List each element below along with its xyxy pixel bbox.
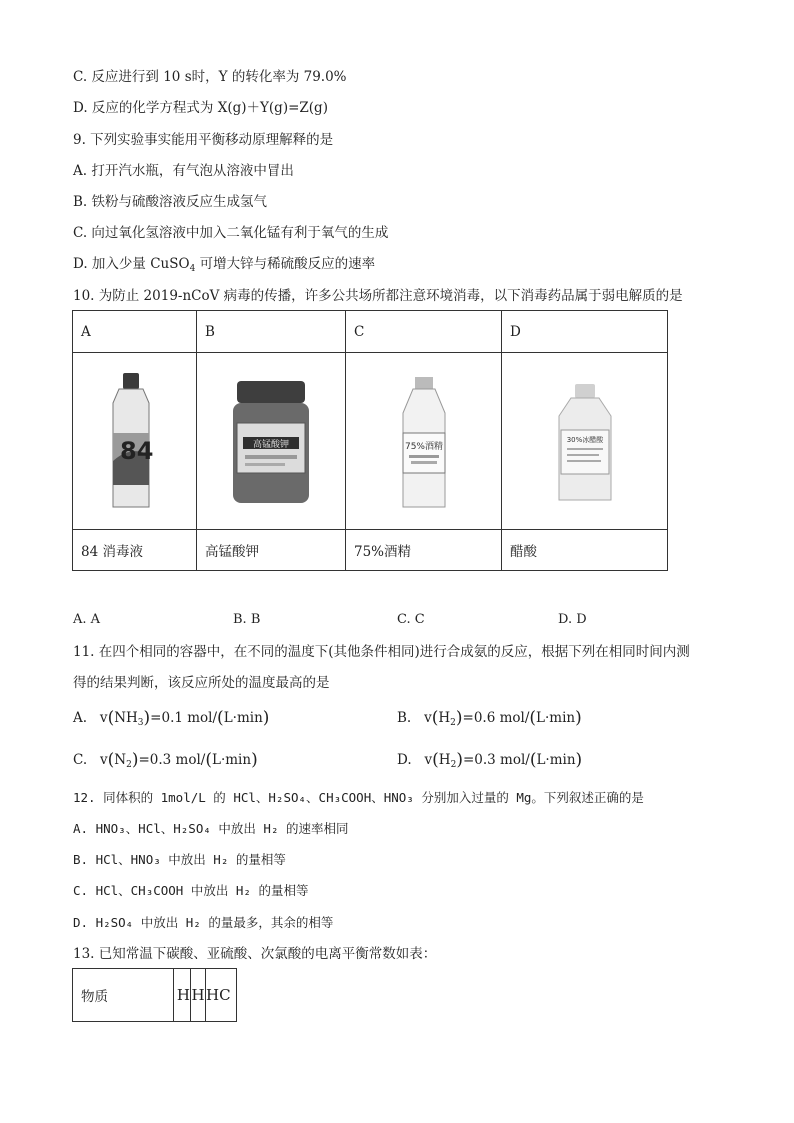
q12-option-d: D. H₂SO₄ 中放出 H₂ 的量最多，其余的相等 [73,915,334,930]
q11c-unit: L·min [212,752,252,768]
q10-header-c: C [346,311,502,353]
q10-name-d: 醋酸 [502,530,668,571]
bleach-label: 84 [119,437,153,465]
q13-col-1: H [174,969,191,1022]
q11b-sub: 2 [450,718,456,728]
q12-option-b: B. HCl、HNO₃ 中放出 H₂ 的量相等 [73,852,286,867]
q9-stem: 9. 下列实验事实能用平衡移动原理解释的是 [73,132,334,148]
q9-option-d [73,255,375,278]
q10-image-d [502,353,668,530]
q11b-species: H [438,710,451,726]
q9d-text-tail: 可增大锌与稀硫酸反应的速率 [195,256,376,272]
q11-stem-line2: 得的结果判断，该反应所处的温度最高的是 [73,675,330,691]
potassium-permanganate-jar-image [223,371,319,511]
q10-image-b [197,353,346,530]
q12-option-c: C. HCl、CH₃COOH 中放出 H₂ 的量相等 [73,883,309,898]
q10-choice-d: D. D [558,612,587,627]
q8-option-c: C. 反应进行到 10 s时，Y 的转化率为 79.0% [73,69,347,85]
q11b-letter: B. [397,710,412,726]
q11d-unit: L·min [536,752,576,768]
q10-product-table [72,310,668,571]
q10-name-c: 75%酒精 [346,530,502,571]
q9d-subscript: 4 [189,264,196,274]
q9d-text: D. 加入少量 CuSO [73,256,190,272]
q10-header-a: A [73,311,197,353]
q10-choice-b: B. B [233,612,261,627]
q9-option-c: C. 向过氧化氢溶液中加入二氧化锰有利于氧气的生成 [73,225,389,241]
q13-header-substance: 物质 [73,969,174,1022]
q11a-value: =0.1 mol/ [150,710,218,726]
q12-option-a: A. HNO₃、HCl、H₂SO₄ 中放出 H₂ 的速率相同 [73,821,349,836]
q10-choice-c: C. C [397,612,425,627]
q11-option-d: D. $v(H_2)=0.3$ mol/(L·min) [397,750,583,770]
permanganate-label: 高锰酸钾 [252,440,290,450]
bleach-bottle-image [105,371,165,511]
q11a-species: NH [114,710,138,726]
q9-option-b: B. 铁粉与硫酸溶液反应生成氢气 [73,194,268,210]
q11a-unit: L·min [223,710,263,726]
q11a-letter: A. [73,710,88,726]
q10-image-a [73,353,197,530]
q11d-letter: D. [397,752,412,768]
q11c-letter: C. [73,752,88,768]
q13-col-2: H [191,969,206,1022]
alcohol-bottle-image [389,371,459,511]
q13-col-3: HC [206,969,237,1022]
q11-option-c: C. $v(N_2)=0.3$ mol/(L·min) [73,750,258,770]
alcohol-label: 75%酒精 [404,442,443,452]
q11c-species: N [114,752,127,768]
q13-stem: 13. 已知常温下碳酸、亚硫酸、次氯酸的电离平衡常数如表： [73,946,437,962]
q10-image-c [346,353,502,530]
q13-constants-table [72,968,237,1022]
acetic-label: 30%冰醋酸 [566,436,603,444]
q11b-unit: L·min [536,710,576,726]
q10-header-d: D [502,311,668,353]
q11a-sub: 3 [137,718,144,728]
q11d-value: =0.3 mol/ [462,752,530,768]
q8-option-d: D. 反应的化学方程式为 X(g)＋Y(g)=Z(g) [73,100,328,116]
q11c-sub: 2 [126,760,132,770]
q10-choice-a: A. A [73,612,101,627]
q11d-species: H [438,752,451,768]
q11-option-a: A. $v(NH_3)=0.1$ mol/(L·min) [73,708,270,728]
q11d-sub: 2 [450,760,457,770]
q10-header-b: B [197,311,346,353]
q11-stem-line1: 11. 在四个相同的容器中，在不同的温度下(其他条件相同)进行合成氨的反应，根据下列在相同时间内测 [73,644,690,660]
q11-option-b: B. $v(H_2)=0.6$ mol/(L·min) [397,708,582,728]
q9-option-a: A. 打开汽水瓶，有气泡从溶液中冒出 [73,163,294,179]
acetic-acid-bottle-image [547,376,623,506]
q10-name-a: 84 消毒液 [73,530,197,571]
q11b-value: =0.6 mol/ [462,710,530,726]
q10-name-b: 高锰酸钾 [197,530,346,571]
q12-stem: 12. 同体积的 1mol/L 的 HCl、H₂SO₄、CH₃COOH、HNO₃ 分别加入过量的 Mg。下列叙述正确的是 [73,790,644,805]
q11c-value: =0.3 mol/ [138,752,206,768]
q10-stem: 10. 为防止 2019-nCoV 病毒的传播，许多公共场所都注意环境消毒，以下消毒药品属于弱电解质的是 [73,288,683,304]
